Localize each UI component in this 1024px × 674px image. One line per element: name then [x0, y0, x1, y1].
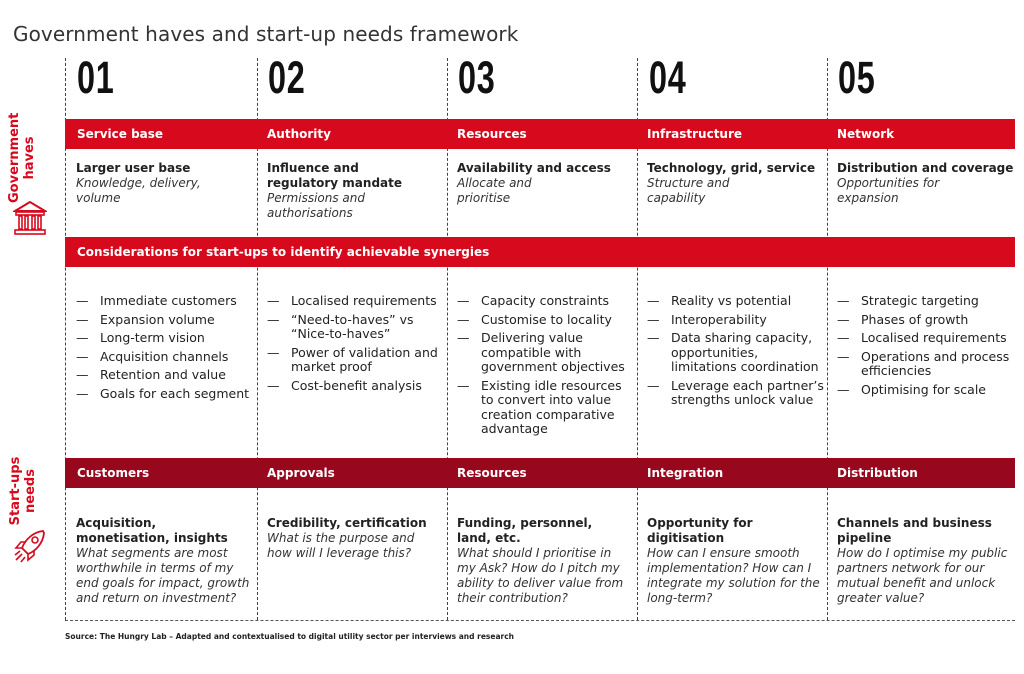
need-cell	[837, 516, 1015, 606]
band-label: Resources	[457, 127, 527, 141]
consideration-item: — Localised requirements	[837, 331, 1015, 346]
consideration-item: — Cost-benefit analysis	[267, 379, 445, 394]
consideration-item: — Phases of growth	[837, 313, 1015, 328]
need-cell-heading: Acquisition, monetisation, insights	[76, 516, 228, 545]
rocket-icon	[13, 528, 47, 564]
need-cell-subtitle: What is the purpose and how will I leverage this?	[267, 531, 415, 560]
consideration-item: — Data sharing capacity, opportunities, limitations coordination	[647, 331, 825, 375]
gov-cell	[457, 161, 632, 206]
band-label: Distribution	[837, 466, 918, 480]
government-building-icon	[13, 200, 47, 236]
consideration-item: — Immediate customers	[76, 294, 254, 309]
gov-cell-heading: Influence and regulatory mandate	[267, 161, 403, 190]
need-cell-subtitle: How can I ensure smooth implementation? How can I integrate my solution for the long-term?	[647, 546, 820, 605]
consideration-item: — Customise to locality	[457, 313, 635, 328]
need-cell	[647, 516, 825, 606]
consideration-item: — Optimising for scale	[837, 383, 1015, 398]
gov-cell-subtitle: Knowledge, delivery, volume	[76, 176, 201, 205]
need-cell-subtitle: What segments are most worthwhile in terms of my end goals for impact, growth and return on investment?	[76, 546, 250, 605]
need-cell-subtitle: What should I prioritise in my Ask? How do I pitch my ability to deliver value from their contribution?	[457, 546, 624, 605]
gov-cell-heading: Availability and access	[457, 161, 611, 175]
band-label: Service base	[77, 127, 164, 141]
need-cell-heading: Funding, personnel, land, etc.	[457, 516, 593, 545]
gov-cell	[647, 161, 825, 206]
gov-cell-subtitle: Permissions and authorisations	[267, 191, 366, 220]
column-number-03: 03	[458, 52, 496, 103]
need-cell-heading: Credibility, certification	[267, 516, 427, 530]
need-cell	[457, 516, 632, 606]
band-label: Network	[837, 127, 895, 141]
band-label: Customers	[77, 466, 150, 480]
need-cell-subtitle: How do I optimise my public partners network for our mutual benefit and unlock greater value?	[837, 546, 1008, 605]
consideration-item: — Leverage each partner’s strengths unlock value	[647, 379, 825, 408]
band-label: Approvals	[267, 466, 335, 480]
gov-cell	[267, 161, 417, 221]
gov-cell-heading: Larger user base	[76, 161, 191, 175]
consideration-item: — “Need-to-haves” vs “Nice-to-haves”	[267, 313, 445, 342]
band-label: Infrastructure	[647, 127, 743, 141]
consideration-item: — Expansion volume	[76, 313, 254, 328]
column-number-02: 02	[268, 52, 306, 103]
gov-cell-subtitle: Allocate and prioritise	[457, 176, 532, 205]
page-title: Government haves and start-up needs framework	[13, 22, 519, 46]
consideration-item: — Retention and value	[76, 368, 254, 383]
consideration-item: — Long-term vision	[76, 331, 254, 346]
band-label: Integration	[647, 466, 724, 480]
gov-cell	[76, 161, 251, 206]
column-number-04: 04	[649, 52, 687, 103]
consideration-item: — Delivering value compatible with government objectives	[457, 331, 635, 375]
considerations-band-label: Considerations for start-ups to identify achievable synergies	[77, 245, 490, 259]
band-label: Resources	[457, 466, 527, 480]
column-number-01: 01	[77, 52, 115, 103]
consideration-item: — Strategic targeting	[837, 294, 1015, 309]
consideration-item: — Operations and process efficiencies	[837, 350, 1015, 379]
source-note: Source: The Hungry Lab – Adapted and contextualised to digital utility sector per interviews and research	[65, 632, 515, 641]
startups-needs-label: Start-ups needs	[8, 456, 38, 526]
consideration-item: — Existing idle resources to convert into value creation comparative advantage	[457, 379, 635, 437]
startup-needs-band	[65, 458, 1015, 488]
consideration-item: — Interoperability	[647, 313, 825, 328]
consideration-item: — Acquisition channels	[76, 350, 254, 365]
government-haves-label: Government haves	[7, 112, 37, 203]
bottom-divider	[65, 620, 1015, 621]
considerations-list	[647, 294, 825, 412]
need-cell-heading: Channels and business pipeline	[837, 516, 992, 545]
need-cell-heading: Opportunity for digitisation	[647, 516, 753, 545]
band-label: Authority	[267, 127, 331, 141]
consideration-item: — Localised requirements	[267, 294, 445, 309]
considerations-list	[76, 294, 254, 405]
gov-cell-heading: Technology, grid, service	[647, 161, 816, 175]
considerations-band	[65, 237, 1015, 267]
need-cell	[76, 516, 251, 606]
considerations-list	[837, 294, 1015, 401]
gov-cell-subtitle: Structure and capability	[647, 176, 730, 205]
consideration-item: — Capacity constraints	[457, 294, 635, 309]
considerations-list	[457, 294, 635, 441]
need-cell	[267, 516, 442, 561]
gov-cell	[837, 161, 1017, 206]
government-haves-band	[65, 119, 1015, 149]
gov-cell-heading: Distribution and coverage	[837, 161, 1014, 175]
consideration-item: — Power of validation and market proof	[267, 346, 445, 375]
considerations-list	[267, 294, 445, 397]
consideration-item: — Reality vs potential	[647, 294, 825, 309]
column-number-05: 05	[838, 52, 876, 103]
gov-cell-subtitle: Opportunities for expansion	[837, 176, 940, 205]
consideration-item: — Goals for each segment	[76, 387, 254, 402]
